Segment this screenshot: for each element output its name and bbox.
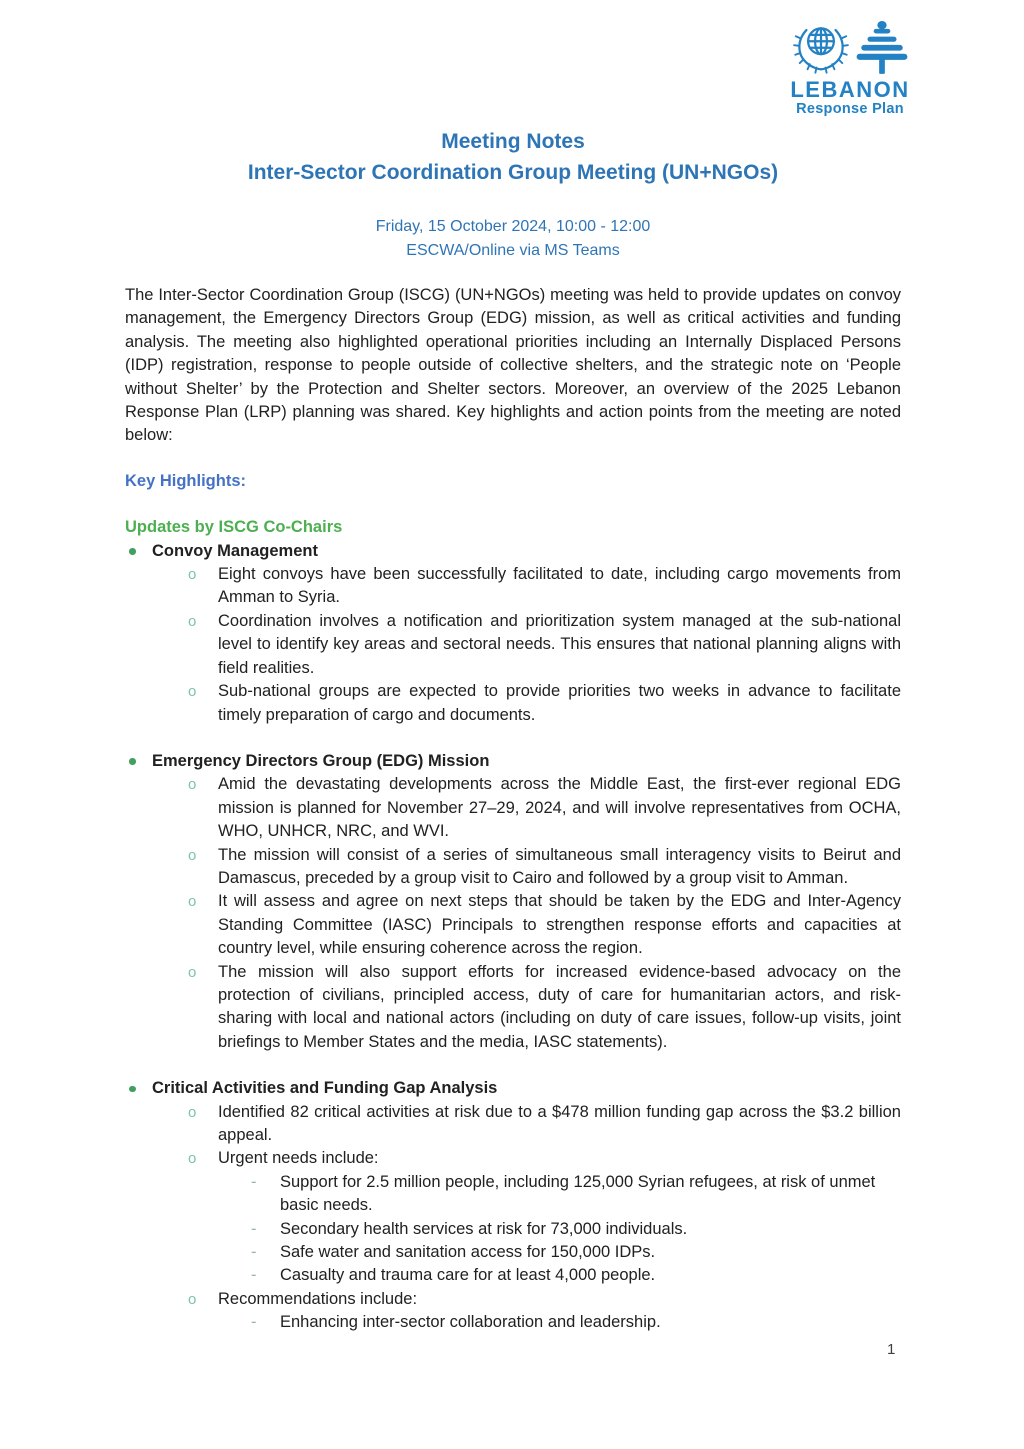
list-item (188, 844, 901, 891)
circle-bullet-marker: o (188, 893, 197, 911)
point-text: Recommendations include: (218, 1289, 418, 1308)
sub-list-item (248, 1171, 901, 1218)
subpoints (218, 1171, 901, 1288)
topic-title: Critical Activities and Funding Gap Analysis (152, 1079, 498, 1098)
point-text: Eight convoys have been successfully facilitated to date, including cargo movements from Amman to Syria. (218, 565, 901, 607)
circle-bullet-marker: o (188, 566, 197, 584)
point-body (218, 1101, 901, 1148)
point-body (218, 680, 901, 727)
list-item (188, 1147, 901, 1287)
point-text: Sub-national groups are expected to provide priorities two weeks in advance to facilitate timely preparation of cargo and documents. (218, 682, 901, 724)
subpoint-text: Secondary health services at risk for 73,000 individuals. (280, 1219, 688, 1238)
subpoint-text: Safe water and sanitation access for 150,000 IDPs. (280, 1243, 656, 1262)
document-title (125, 126, 901, 188)
circle-bullet-marker: o (188, 776, 197, 794)
topic-points (125, 1101, 901, 1335)
point-body (218, 610, 901, 680)
logo-name: LEBANON (790, 77, 910, 102)
dash-bullet-marker: - (251, 1172, 257, 1191)
point-text: Urgent needs include: (218, 1149, 379, 1168)
topic-item (125, 750, 901, 1054)
document-content (125, 0, 901, 1335)
title-line-2: Inter-Sector Coordination Group Meeting (UN+NGOs) (247, 161, 779, 184)
topics-list (125, 540, 901, 1335)
point-text: It will assess and agree on next steps that should be taken by the EDG and Inter-Agency Standing Committee (IASC) Principals to strengthen response efforts and capacities at country level, while ensuring coherence across the region. (218, 892, 901, 958)
dash-bullet-marker: - (251, 1219, 257, 1238)
intro-paragraph: The Inter-Sector Coordination Group (ISCG) (UN+NGOs) meeting was held to provide updates on convoy management, the Emergency Directors Group (EDG) mission, as well as critical activities and funding analysis. The meeting also highlighted operational priorities including an Internally Displaced Persons (IDP) registration, response to people outside of collective shelters, and the strategic note on ‘People without Shelter’ by the Protection and Shelter sectors. Moreover, an overview of the 2025 Lebanon Response Plan (LRP) planning was shared. Key highlights and action points from the meeting are noted below: (125, 286, 901, 445)
title-line-1: Meeting Notes (441, 130, 585, 153)
point-body (218, 563, 901, 610)
point-body (218, 1288, 901, 1335)
topic-points (125, 773, 901, 1054)
point-text: Amid the devastating developments across the Middle East, the first-ever regional EDG mission is planned for November 27–29, 2024, and will involve representatives from OCHA, WHO, UNHCR, NRC, and WVI. (218, 775, 901, 841)
topic-header (125, 1077, 901, 1100)
point-text: Coordination involves a notification and prioritization system managed at the sub-national level to identify key areas and sectoral needs. This ensures that national planning aligns with field realities. (218, 611, 901, 677)
list-item (188, 890, 901, 960)
point-body (218, 1147, 901, 1287)
list-item (188, 1101, 901, 1148)
key-highlights-heading: Key Highlights: (125, 471, 247, 490)
topic-header (125, 750, 901, 773)
circle-bullet-marker: o (188, 1290, 197, 1308)
list-item (188, 610, 901, 680)
list-item (188, 961, 901, 1055)
point-body (218, 961, 901, 1055)
point-text: Identified 82 critical activities at risk due to a $478 million funding gap across the $3.2 billion appeal. (218, 1102, 901, 1144)
logo-subtitle: Response Plan (796, 101, 904, 117)
sub-list-item (248, 1218, 901, 1241)
topic-item (125, 1077, 901, 1334)
point-text: The mission will consist of a series of simultaneous small interagency visits to Beirut and Damascus, preceded by a group visit to Cairo and followed by a group visit to Amman. (218, 845, 901, 887)
meeting-meta (125, 215, 901, 263)
point-body (218, 844, 901, 891)
sub-list-item (248, 1311, 901, 1334)
circle-bullet-marker: o (188, 683, 197, 701)
topic-title: Emergency Directors Group (EDG) Mission (152, 751, 490, 770)
dash-bullet-marker: - (251, 1243, 257, 1262)
circle-bullet-marker: o (188, 1150, 197, 1168)
list-item (188, 563, 901, 610)
topic-points (125, 563, 901, 727)
list-item (188, 1288, 901, 1335)
sub-list-item (248, 1264, 901, 1287)
disc-bullet-icon (125, 1077, 152, 1100)
sub-list-item (248, 1241, 901, 1264)
subpoint-text: Casualty and trauma care for at least 4,000 people. (280, 1266, 656, 1285)
dash-bullet-marker: - (251, 1313, 257, 1332)
circle-bullet-marker: o (188, 963, 197, 981)
meeting-datetime: Friday, 15 October 2024, 10:00 - 12:00 (375, 218, 651, 235)
meeting-location: ESCWA/Online via MS Teams (406, 242, 620, 259)
disc-bullet-icon (125, 750, 152, 773)
list-item (188, 680, 901, 727)
page-number: 1 (887, 1341, 896, 1358)
topic-title: Convoy Management (152, 541, 318, 560)
list-item (188, 773, 901, 843)
circle-bullet-marker: o (188, 612, 197, 630)
updates-heading: Updates by ISCG Co-Chairs (125, 518, 343, 537)
subpoint-text: Support for 2.5 million people, including 125,000 Syrian refugees, at risk of unmet basic needs. (280, 1172, 876, 1215)
point-body (218, 890, 901, 960)
topic-header (125, 540, 901, 563)
point-body (218, 773, 901, 843)
topic-item (125, 540, 901, 727)
circle-bullet-marker: o (188, 846, 197, 864)
point-text: The mission will also support efforts for increased evidence-based advocacy on the protection of civilians, principled access, duty of care for humanitarian actors, and risk-sharing with local and national actors (including on duty of care issues, follow-up visits, joint briefings to Member States and the media, IASC statements). (218, 962, 901, 1051)
subpoints (218, 1311, 901, 1334)
subpoint-text: Enhancing inter-sector collaboration and leadership. (280, 1313, 661, 1332)
dash-bullet-marker: - (251, 1266, 257, 1285)
disc-bullet-icon (125, 540, 152, 563)
circle-bullet-marker: o (188, 1103, 197, 1121)
